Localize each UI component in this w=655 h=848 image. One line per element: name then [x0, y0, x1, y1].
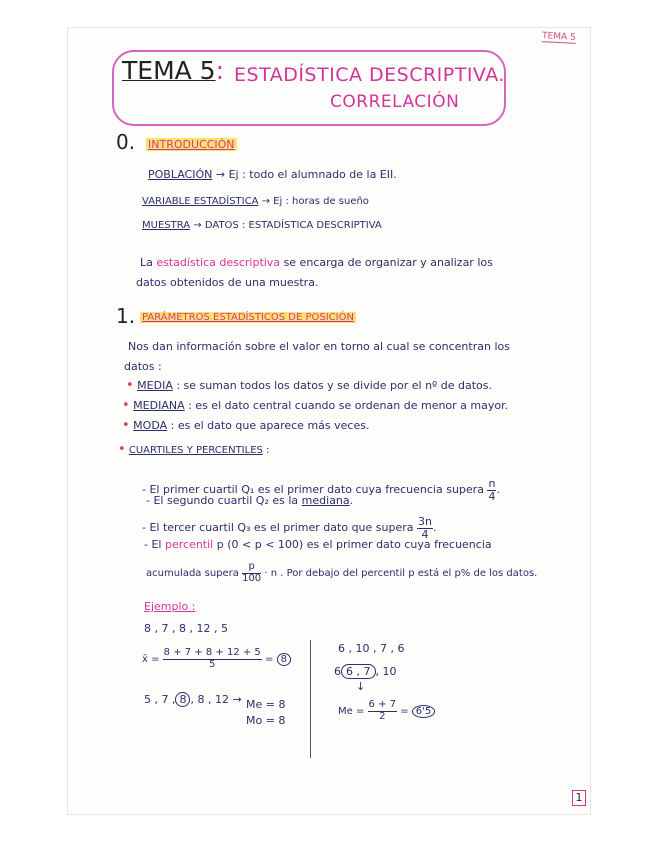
example-data: 8 , 7 , 8 , 12 , 5: [144, 622, 228, 635]
def-poblacion: POBLACIÓN → Ej : todo el alumnado de la EII.: [148, 168, 397, 181]
example-sorted: 5 , 7 , 8 , 8 , 12 →: [144, 693, 242, 706]
example-mo: Mo = 8: [246, 714, 286, 727]
title-line1: ESTADÍSTICA DESCRIPTIVA.: [234, 64, 505, 86]
fraction: $\frac{3n}{4}$: [418, 515, 432, 541]
section1-heading: PARÁMETROS ESTADÍSTICOS DE POSICIÓN: [142, 312, 354, 323]
bullet-dot: •: [126, 378, 134, 393]
title-line2: CORRELACIÓN: [330, 92, 460, 112]
section0-heading: INTRODUCCIÓN: [148, 138, 235, 151]
example-label: Ejemplo :: [144, 600, 196, 613]
bullet-moda: • MODA : es el dato que aparece más veces.: [122, 418, 370, 433]
intro-paragraph-line1: La estadística descriptiva se encarga de organizar y analizar los: [140, 256, 493, 269]
fraction: $\frac{p}{100}$: [242, 561, 262, 584]
example-down-arrow: ↓: [356, 680, 366, 693]
page-number: 1: [572, 790, 586, 806]
example-right-me: Me = $\frac{6 + 7}{2}$ = 6'5: [338, 700, 435, 722]
def-variable: VARIABLE ESTADÍSTICA → Ej : horas de sueño: [142, 196, 369, 207]
section1-intro-line2: datos :: [124, 360, 162, 373]
bullet-dot: •: [122, 418, 130, 433]
section1-intro-line1: Nos dan información sobre el valor en torno al cual se concentran los: [128, 340, 510, 353]
section0-number: 0.: [116, 130, 136, 154]
fraction: $\frac{n}{4}$: [488, 477, 496, 503]
example-me: Me = 8: [246, 698, 286, 711]
cuartil-q1: - El primer cuartil Q₁ es el primer dato cuya frecuencia supera $\frac{n}{4}$ .: [142, 477, 500, 503]
bullet-dot: •: [122, 398, 130, 413]
header-tag: TEMA 5: [541, 31, 576, 43]
cuartil-q2: - El segundo cuartil Q₂ es la mediana.: [146, 494, 354, 507]
example-right-sorted: 6 6 , 7 , 10: [334, 665, 397, 678]
example-mean: x̄ = $\frac{8 + 7 + 8 + 12 + 5}{5}$ = 8: [142, 648, 291, 670]
percentil-line1: - El percentil p (0 < p < 100) es el primer dato cuya frecuencia: [144, 538, 492, 551]
title-tema: TEMA 5:: [122, 56, 225, 85]
cuartil-q3: - El tercer cuartil Q₃ es el primer dato que supera $\frac{3n}{4}$ .: [142, 515, 437, 541]
percentil-line2: acumulada supera $\frac{p}{100}$ · n . Por debajo del percentil p está el p% de los datos.: [146, 561, 538, 584]
bullet-dot: •: [118, 442, 126, 457]
example-right-data: 6 , 10 , 7 , 6: [338, 642, 405, 655]
intro-paragraph-line2: datos obtenidos de una muestra.: [136, 276, 319, 289]
example-divider: [310, 640, 311, 758]
bullet-media: • MEDIA : se suman todos los datos y se divide por el nº de datos.: [126, 378, 492, 393]
fraction: $\frac{6 + 7}{2}$: [368, 699, 396, 722]
section1-number: 1.: [116, 304, 136, 328]
bullet-mediana: • MEDIANA : es el dato central cuando se ordenan de menor a mayor.: [122, 398, 509, 413]
fraction: $\frac{8 + 7 + 8 + 12 + 5}{5}$: [163, 647, 261, 670]
bullet-cuartiles: • CUARTILES Y PERCENTILES :: [118, 442, 270, 457]
def-muestra: MUESTRA → DATOS : ESTADÍSTICA DESCRIPTIVA: [142, 220, 382, 231]
